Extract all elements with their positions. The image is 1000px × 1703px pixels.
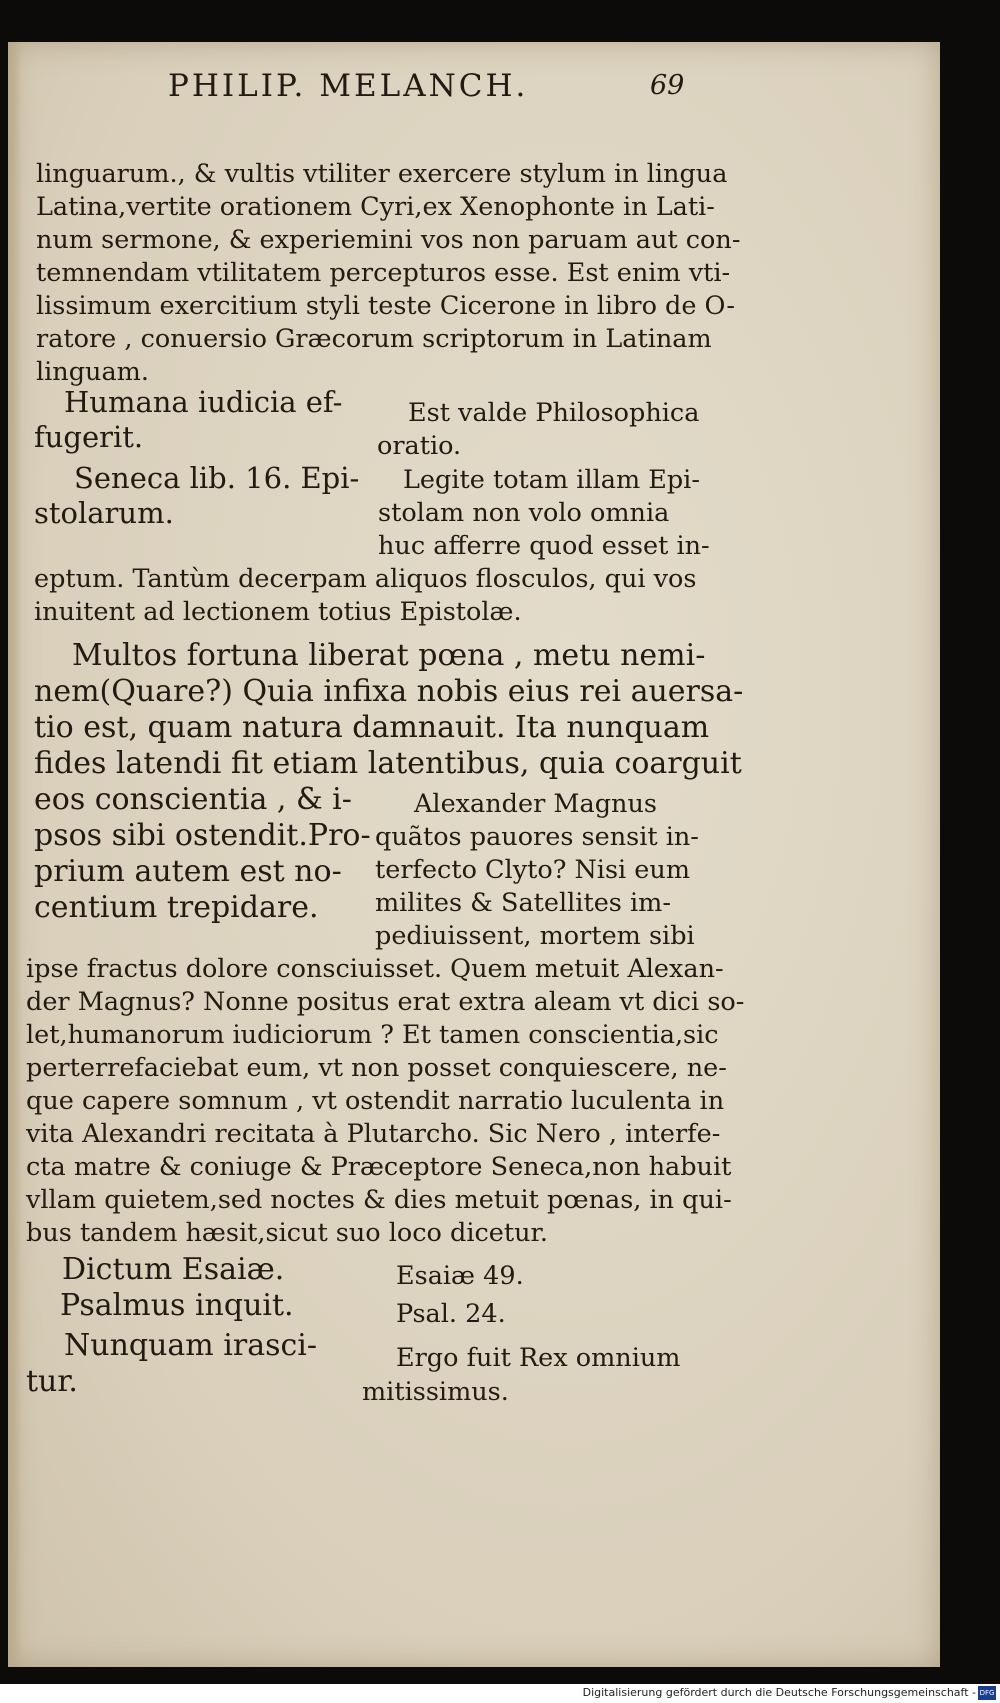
text-line: ratore , conuersio Græcorum scriptorum in Latinam [36, 324, 712, 354]
running-title: PHILIP. MELANCH. [168, 68, 529, 104]
dfg-logo-icon: DFG [978, 1686, 996, 1700]
gloss-line: milites & Satellites im- [375, 888, 671, 918]
quote-line: fides latendi fit etiam latentibus, quia coarguit [34, 746, 742, 781]
gloss-line: Legite totam illam Epi- [403, 465, 700, 495]
text-line: eptum. Tantùm decerpam aliquos flosculos, qui vos [34, 564, 697, 594]
quote-line: Multos fortuna liberat pœna , metu nemi- [72, 638, 706, 673]
text-line: vllam quietem,sed noctes & dies metuit pœnas, in qui- [26, 1185, 732, 1215]
text-line: linguarum., & vultis vtiliter exercere stylum in lingua [36, 159, 728, 189]
quote-line: nem(Quare?) Quia infixa nobis eius rei auersa- [34, 674, 744, 709]
footer-credit: Digitalisierung gefördert durch die Deutsche Forschungsgemeinschaft - [582, 1686, 976, 1699]
gloss-line: Alexander Magnus [414, 789, 657, 819]
gloss-line: oratio. [377, 431, 462, 461]
gloss-line: Esaiæ 49. [396, 1261, 524, 1291]
lemma-line: tur. [26, 1364, 78, 1399]
lemma-line: stolarum. [34, 496, 174, 530]
text-line: cta matre & coniuge & Præceptore Seneca,non habuit [26, 1152, 732, 1182]
lemma-line: fugerit. [34, 420, 144, 454]
gloss-line: quãtos pauores sensit in- [375, 822, 699, 852]
text-line: que capere somnum , vt ostendit narratio luculenta in [26, 1086, 725, 1116]
lemma-line: Nunquam irasci- [64, 1328, 318, 1363]
gloss-line: terfecto Clyto? Nisi eum [375, 855, 691, 885]
text-line: Latina,vertite orationem Cyri,ex Xenophonte in Lati- [36, 192, 715, 222]
quote-line: centium trepidare. [34, 890, 319, 925]
gloss-line: Est valde Philosophica [408, 398, 700, 428]
page-gutter-shadow [8, 42, 22, 1667]
gloss-line: mitissimus. [362, 1377, 509, 1407]
gloss-line: stolam non volo omnia [378, 498, 670, 528]
text-line: lissimum exercitium styli teste Cicerone in libro de O- [36, 291, 735, 321]
gloss-line: huc afferre quod esset in- [378, 531, 710, 561]
quote-line: tio est, quam natura damnauit. Ita nunquam [34, 710, 710, 745]
text-line: der Magnus? Nonne positus erat extra aleam vt dici so- [26, 987, 745, 1017]
lemma-line: Dictum Esaiæ. [62, 1252, 285, 1287]
quote-line: psos sibi ostendit.Pro- [34, 818, 371, 853]
quote-line: prium autem est no- [34, 854, 342, 889]
text-line: bus tandem hæsit,sicut suo loco dicetur. [26, 1218, 549, 1248]
gloss-line: Psal. 24. [396, 1299, 506, 1329]
text-line: let,humanorum iudiciorum ? Et tamen conscientia,sic [26, 1020, 719, 1050]
gloss-line: pediuissent, mortem sibi [375, 921, 695, 951]
gloss-line: Ergo fuit Rex omnium [396, 1343, 681, 1373]
lemma-line: Humana iudicia ef- [64, 385, 343, 419]
page-number: 69 [650, 70, 685, 101]
text-line: linguam. [36, 357, 149, 387]
lemma-line: Psalmus inquit. [60, 1288, 294, 1323]
text-line: inuitent ad lectionem totius Epistolæ. [34, 597, 522, 627]
text-line: vita Alexandri recitata à Plutarcho. Sic Nero , interfe- [26, 1119, 721, 1149]
quote-line: eos conscientia , & i- [34, 782, 352, 817]
text-line: temnendam vtilitatem percepturos esse. Est enim vti- [36, 258, 731, 288]
text-line: perterrefaciebat eum, vt non posset conquiescere, ne- [26, 1053, 727, 1083]
lemma-line: Seneca lib. 16. Epi- [74, 461, 360, 495]
text-line: ipse fractus dolore consciuisset. Quem metuit Alexan- [26, 954, 724, 984]
text-line: num sermone, & experiemini vos non paruam aut con- [36, 225, 741, 255]
